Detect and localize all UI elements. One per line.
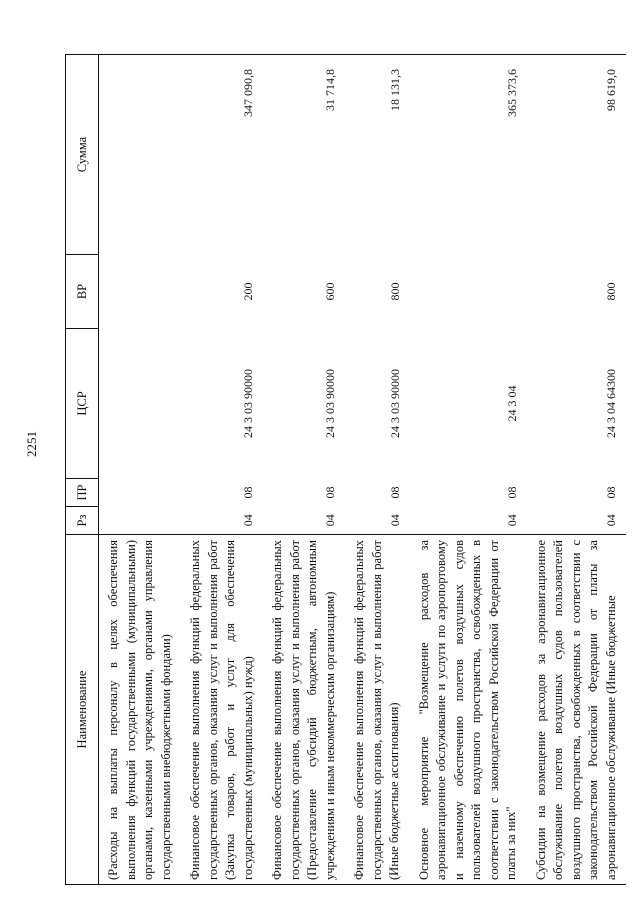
budget-table (65, 54, 626, 885)
row-csr (99, 329, 182, 479)
row-rz: 04 (323, 514, 337, 527)
row-rz: 04 (504, 514, 519, 527)
row-name: Финансовое обеспечение выполнения функций федеральных государственных органов, оказания услуг и выполнения работ (Закупка товаров, работ и услуг для обеспечения государственных (муниципальных) нужд) (181, 535, 263, 885)
row-vr (99, 255, 182, 329)
row-sum: 347 090,8 (181, 55, 263, 255)
header-rz: Рз (66, 507, 99, 535)
row-name: Финансовое обеспечение выполнения функций федеральных государственных органов, оказания услуг и выполнения работ (Иные бюджетные ассигнования) (345, 535, 410, 885)
row-sum: 98 619,0 (527, 55, 627, 255)
row-csr: 24 3 04 64300 (604, 369, 618, 438)
row-pr: 08 (387, 486, 402, 499)
row-sum (99, 55, 182, 255)
header-name: Наименование (66, 535, 99, 885)
header-sum: Сумма (66, 55, 99, 255)
row-name: Финансовое обеспечение выполнения функций федеральных государственных органов, оказания услуг и выполнения работ (Предоставление субсидий бюджетным, автономным учреждениям и иным некоммерческим организациям) (263, 535, 345, 885)
table-row (410, 55, 527, 885)
row-sum: 31 714,8 (263, 55, 345, 255)
row-csr: 24 3 03 90000 (387, 369, 402, 438)
row-rz (99, 507, 182, 535)
row-pr: 08 (504, 486, 519, 499)
header-pr: ПР (66, 479, 99, 507)
row-csr: 24 3 04 (504, 385, 519, 422)
row-vr: 800 (387, 282, 402, 301)
row-rz: 04 (604, 514, 618, 527)
row-pr: 08 (241, 486, 255, 499)
row-name: Субсидии на возмещение расходов за аэронавигационное обслуживание полетов воздушных судов пользователей воздушного пространства, освобожденных в соответствии с законодательством Российской Федерации от платы за аэронавигационное обслуживание (Иные бюджетные (527, 535, 627, 885)
row-rz: 04 (241, 514, 255, 527)
table-row (181, 55, 263, 885)
table-row (345, 55, 410, 885)
row-csr: 24 3 03 90000 (323, 369, 337, 438)
row-pr (99, 479, 182, 507)
header-vr: ВР (66, 255, 99, 329)
table-header-row (66, 55, 99, 885)
table-row (527, 55, 627, 885)
row-pr: 08 (604, 486, 618, 499)
row-vr: 600 (323, 282, 337, 301)
row-name: (Расходы на выплаты персоналу в целях обеспечения выполнения функций государственными (муниципальными) органами, казенными учреждениями, органами управления государственными внебюджетными фондами) (99, 535, 182, 885)
row-csr: 24 3 03 90000 (241, 369, 255, 438)
row-name: Основное мероприятие "Возмещение расходов за аэронавигационное обслуживание и услуги по аэропортовому и наземному обеспечению полетов воздушных судов пользователей воздушного пространства, освобожденных в соответствии с законодательством Российской Федерации от платы за них" (410, 535, 527, 885)
row-vr: 800 (604, 282, 618, 301)
row-pr: 08 (323, 486, 337, 499)
row-vr (410, 255, 527, 329)
table-row (263, 55, 345, 885)
row-rz: 04 (387, 514, 402, 527)
table-row (99, 55, 182, 885)
row-vr: 200 (241, 282, 255, 301)
header-csr: ЦСР (66, 329, 99, 479)
budget-table-page (65, 55, 618, 885)
page-number: 2251 (24, 431, 39, 457)
row-sum: 18 131,3 (345, 55, 410, 255)
row-sum: 365 373,6 (410, 55, 527, 255)
